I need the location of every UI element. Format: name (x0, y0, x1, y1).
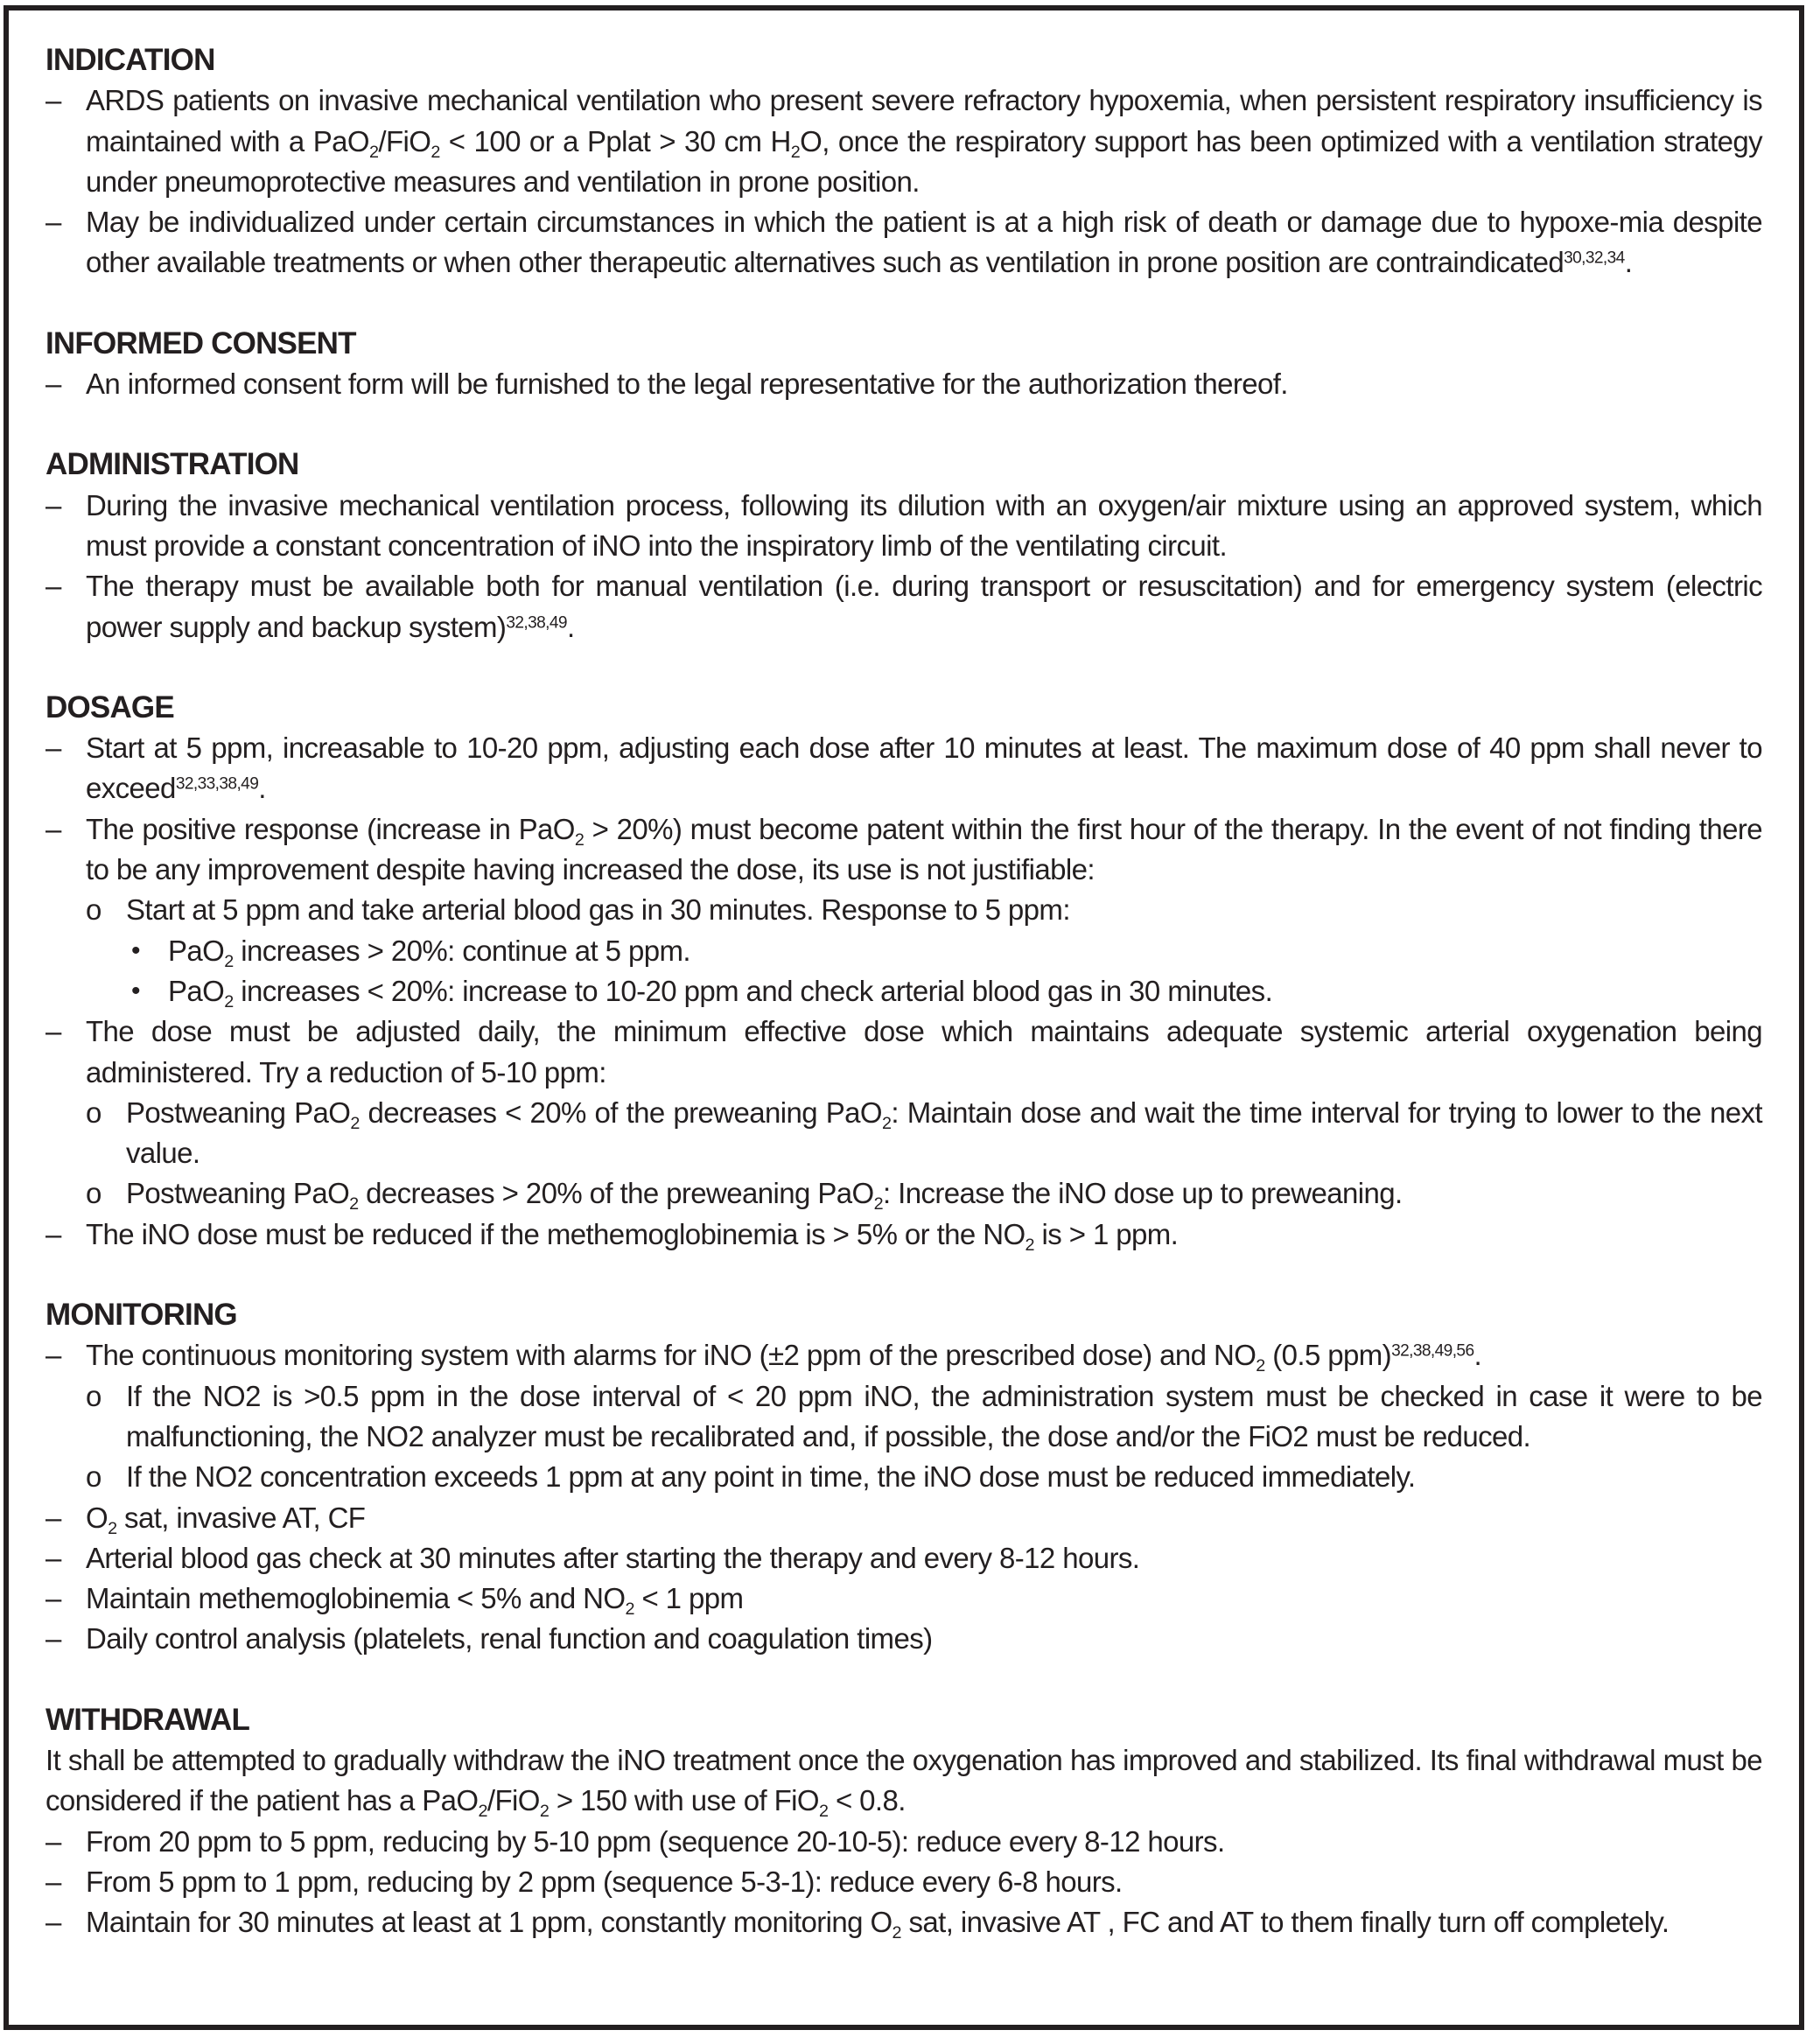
text-run: The therapy must be available both for manual ventilation (i.e. during transport or resuscitation) and for emergency system (electric power supply and backup system) (86, 570, 1762, 643)
text-run: : Increase the iNO dose up to preweaning. (883, 1177, 1403, 1210)
document-body (46, 40, 1762, 1983)
text-run: Maintain methemoglobinemia < 5% and NO (86, 1582, 626, 1615)
text-run: : Maintain dose and wait the time interval for trying to lower to the next value. (126, 1096, 1762, 1170)
section-heading: ADMINISTRATION (46, 447, 299, 482)
section-withdrawal (46, 1700, 1762, 1943)
subscript: 2 (539, 1802, 550, 1822)
section-informed-consent (46, 324, 1762, 405)
section-dosage (46, 688, 1762, 1255)
text-run: sat, invasive AT , FC and AT to them finally turn off completely. (900, 1906, 1670, 1939)
text-run: It shall be attempted to gradually withdraw the iNO treatment once the oxygenation has improved and stabilized. Its final withdrawal must be considered if the patient has a PaO (46, 1743, 1762, 1817)
text-run: The continuous monitoring system with alarms for iNO (±2 ppm of the prescribed dose) and NO (86, 1339, 1256, 1372)
text-run: PaO (168, 974, 225, 1007)
text-run: > 20%) must become patent within the first hour of the therapy. In the event of not finding there to be any improvement despite having increased the dose, its use is not justifiable: (86, 812, 1762, 886)
subscript: 2 (478, 1802, 487, 1822)
list-item (46, 1538, 1762, 1578)
text-run: O, once the respiratory support has been optimized with a ventilation strategy under pneumoprotective measures and ventilation in prone position. (86, 124, 1762, 198)
text-run: May be individualized under certain circumstances in which the patient is at a high risk of death or damage due to hypoxe-mia despite other available treatments or when other therapeutic alternatives such as ventilation in prone position are contraindicated (86, 206, 1762, 279)
dash-bullet-icon: – (46, 1582, 61, 1615)
dash-bullet-icon: – (46, 1501, 61, 1534)
text-run: Start at 5 ppm, increasable to 10-20 ppm, adjusting each dose after 10 minutes at least. The maximum dose of 40 ppm shall never to exceed (86, 732, 1762, 805)
text-run: During the invasive mechanical ventilation process, following its dilution with an oxygen/air mixture using an approved system, which must provide a constant concentration of iNO into the inspiratory limb of the ventilating circuit. (86, 488, 1762, 562)
subscript: 2 (882, 1113, 892, 1133)
text-run: ARDS patients on invasive mechanical ventilation who present severe refractory hypoxemia, when persistent respiratory insufficiency is maintained with a PaO (86, 84, 1762, 158)
text-run: If the NO2 is >0.5 ppm in the dose interval of < 20 ppm iNO, the administration system must be checked in case it were to be malfunctioning, the NO2 analyzer must be recalibrated and, if possible, the dose and/or the FiO2 must be reduced. (126, 1379, 1762, 1452)
text-run: increases > 20%: continue at 5 ppm. (233, 934, 690, 967)
list-item (46, 1335, 1762, 1376)
subscript: 2 (1256, 1356, 1265, 1376)
list-item (46, 1862, 1762, 1902)
list-item (46, 486, 1762, 567)
subscript: 2 (790, 142, 801, 162)
text-run: O (86, 1501, 108, 1534)
text-run: . (1624, 246, 1633, 279)
text-run: > 150 with use of FiO (549, 1784, 819, 1817)
subscript: 2 (625, 1600, 634, 1620)
text-run: < 0.8. (828, 1784, 906, 1817)
citation-superscript: 32,38,49,56 (1391, 1341, 1474, 1361)
dash-bullet-icon: – (46, 812, 61, 845)
list-item (46, 1619, 1762, 1659)
text-run: If the NO2 concentration exceeds 1 ppm at any point in time, the iNO dose must be reduced immediately. (126, 1460, 1416, 1494)
text-run: /FiO (486, 1784, 540, 1817)
dash-bullet-icon: – (46, 488, 61, 522)
circle-bullet-icon: o (86, 1460, 102, 1494)
text-run: Arterial blood gas check at 30 minutes after starting the therapy and every 8-12 hours. (86, 1541, 1140, 1574)
section-heading: INFORMED CONSENT (46, 326, 356, 360)
list-item (46, 1012, 1762, 1093)
citation-superscript: 32,38,49 (506, 613, 567, 633)
subscript: 2 (1025, 1235, 1034, 1255)
text-run: < 100 or a Pplat > 30 cm H (439, 124, 791, 158)
list-item (46, 890, 1762, 930)
section-administration (46, 444, 1762, 647)
dash-bullet-icon: – (46, 1015, 61, 1048)
dash-bullet-icon: – (46, 1824, 61, 1858)
list-item (46, 728, 1762, 809)
section-heading: INDICATION (46, 43, 215, 77)
subscript: 2 (224, 991, 234, 1012)
subscript: 2 (224, 951, 234, 971)
text-run: Daily control analysis (platelets, renal function and coagulation times) (86, 1622, 933, 1656)
subscript: 2 (108, 1518, 117, 1538)
subscript: 2 (430, 142, 440, 162)
bullet-icon: • (131, 935, 140, 965)
text-run: sat, invasive AT, CF (116, 1501, 366, 1534)
text-run: decreases > 20% of the preweaning PaO (358, 1177, 874, 1210)
dash-bullet-icon: – (46, 368, 61, 401)
subscript: 2 (349, 1194, 359, 1214)
circle-bullet-icon: o (86, 1096, 102, 1129)
dash-bullet-icon: – (46, 1541, 61, 1574)
text-run: Maintain for 30 minutes at least at 1 ppm, constantly monitoring O (86, 1906, 892, 1939)
list-item (46, 809, 1762, 891)
list-item (46, 1457, 1762, 1497)
text-run: PaO (168, 934, 225, 967)
list-item (46, 1498, 1762, 1538)
dash-bullet-icon: – (46, 732, 61, 765)
text-run: increases < 20%: increase to 10-20 ppm and check arterial blood gas in 30 minutes. (233, 974, 1273, 1007)
list-item (46, 931, 1762, 971)
dash-bullet-icon: – (46, 206, 61, 239)
text-run: < 1 ppm (634, 1582, 744, 1615)
text-run: Postweaning PaO (126, 1096, 351, 1129)
dash-bullet-icon: – (46, 1865, 61, 1898)
subscript: 2 (350, 1113, 360, 1133)
dash-bullet-icon: – (46, 570, 61, 603)
list-item (46, 1376, 1762, 1458)
list-item (46, 1902, 1762, 1942)
section-monitoring (46, 1295, 1762, 1660)
dash-bullet-icon: – (46, 1906, 61, 1939)
text-run: From 20 ppm to 5 ppm, reducing by 5-10 ppm (sequence 20-10-5): reduce every 8-12 hours. (86, 1824, 1225, 1858)
text-run: /FiO (378, 124, 431, 158)
subscript: 2 (574, 830, 584, 850)
text-run: (0.5 ppm) (1264, 1339, 1392, 1372)
text-run: The iNO dose must be reduced if the methemoglobinemia is > 5% or the NO (86, 1217, 1026, 1250)
text-run: The dose must be adjusted daily, the minimum effective dose which maintains adequate systemic arterial oxygenation being administered. Try a reduction of 5-10 ppm: (86, 1015, 1762, 1088)
circle-bullet-icon: o (86, 1177, 102, 1210)
dash-bullet-icon: – (46, 1339, 61, 1372)
text-run: Postweaning PaO (126, 1177, 350, 1210)
circle-bullet-icon: o (86, 1379, 102, 1412)
text-run: The positive response (increase in PaO (86, 812, 575, 845)
paragraph (46, 1740, 1762, 1822)
text-run: An informed consent form will be furnished to the legal representative for the authorization thereof. (86, 368, 1288, 401)
section-heading: MONITORING (46, 1298, 237, 1333)
list-item (46, 1578, 1762, 1619)
list-item (46, 1093, 1762, 1174)
text-run: . (1474, 1339, 1482, 1372)
subscript: 2 (818, 1802, 829, 1822)
text-run: . (258, 772, 266, 805)
section-indication (46, 40, 1762, 284)
section-heading: DOSAGE (46, 690, 174, 724)
bullet-icon: • (131, 976, 140, 1005)
dash-bullet-icon: – (46, 1622, 61, 1656)
circle-bullet-icon: o (86, 893, 102, 927)
citation-superscript: 32,33,38,49 (175, 774, 259, 794)
text-run: decreases < 20% of the preweaning PaO (359, 1096, 882, 1129)
citation-superscript: 30,32,34 (1564, 248, 1625, 268)
text-run: Start at 5 ppm and take arterial blood gas in 30 minutes. Response to 5 ppm: (126, 893, 1070, 927)
document-frame (4, 5, 1804, 2030)
text-run: From 5 ppm to 1 ppm, reducing by 2 ppm (sequence 5-3-1): reduce every 6-8 hours. (86, 1865, 1123, 1898)
list-item (46, 1173, 1762, 1214)
list-item (46, 202, 1762, 284)
list-item (46, 1214, 1762, 1255)
dash-bullet-icon: – (46, 1217, 61, 1250)
list-item (46, 364, 1762, 404)
subscript: 2 (873, 1194, 883, 1214)
list-item (46, 566, 1762, 648)
list-item (46, 80, 1762, 202)
subscript: 2 (892, 1923, 901, 1943)
text-run: . (566, 610, 575, 643)
list-item (46, 971, 1762, 1012)
list-item (46, 1822, 1762, 1862)
text-run: is > 1 ppm. (1033, 1217, 1179, 1250)
dash-bullet-icon: – (46, 84, 61, 117)
subscript: 2 (368, 142, 379, 162)
section-heading: WITHDRAWAL (46, 1702, 250, 1737)
